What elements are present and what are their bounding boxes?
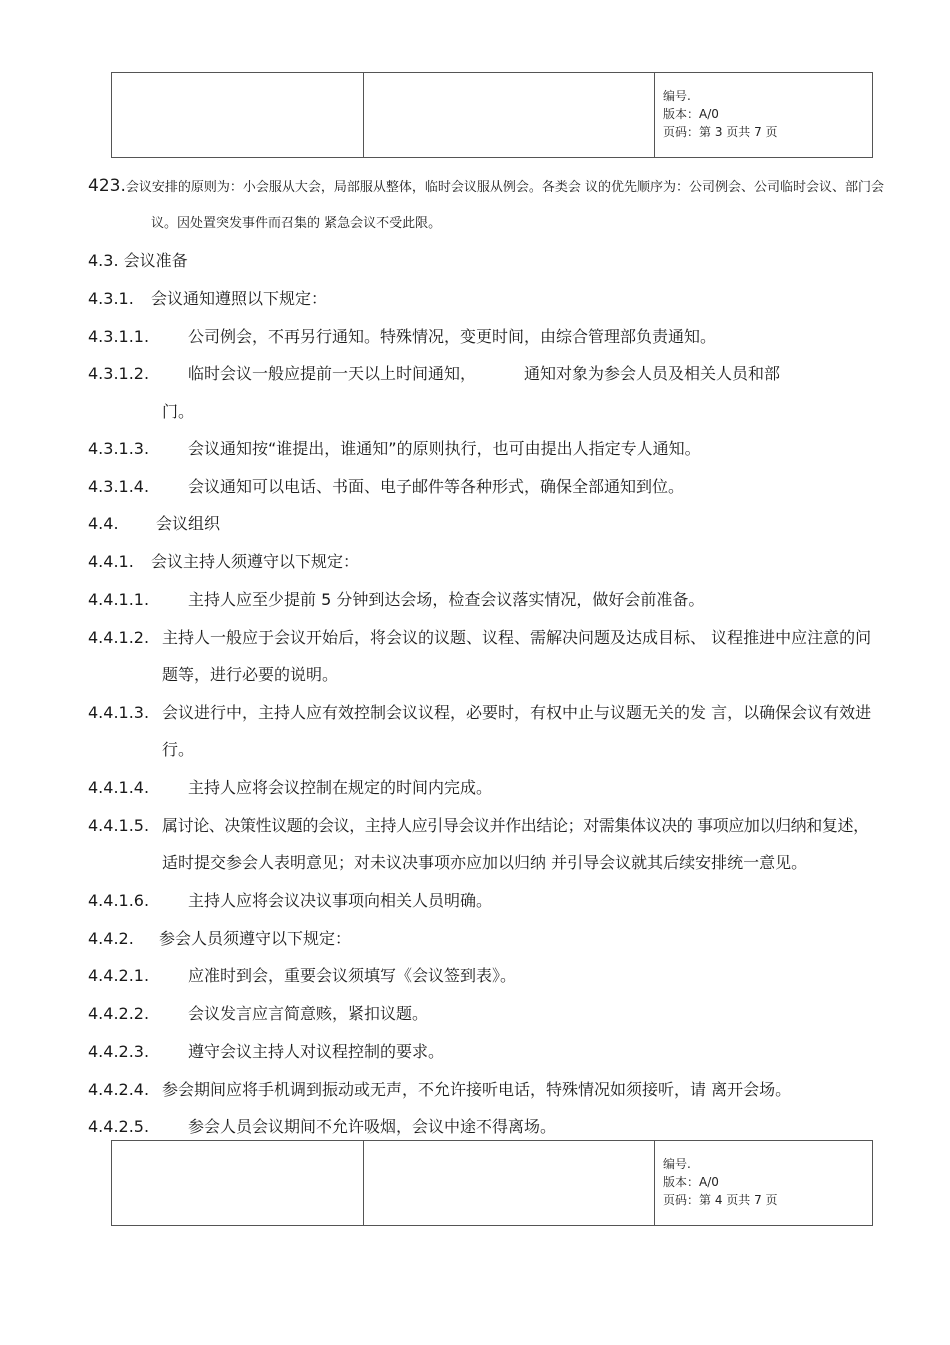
clause-text: 会议组织 [156,514,221,533]
clause-number: 4.4.2.3. [88,1042,150,1061]
clause-number: 4.4.1.4. [88,778,150,797]
clause-number: 4.4.2.2. [88,1004,150,1023]
clause-number: 4.4.1.6. [88,891,150,910]
header-cell-info [655,73,872,157]
header-cell-middle [364,73,655,157]
clause-text-continued: 通知对象为参会人员及相关人员和部 [524,364,781,383]
clause-text: 应准时到会，重要会议须填写《会议签到表》。 [188,966,517,985]
clause-number: 4.4.2.4. [88,1080,150,1099]
clause-text: 会议进行中，主持人应有效控制会议议程，必要时，有权中止与议题无关的发 言，以确保会议有效进 [162,703,872,722]
header-cell-left [112,1141,364,1225]
clause-number: 4.4.1.3. [88,703,150,722]
header-cell-left [112,73,364,157]
header-cell-info [655,1141,872,1225]
clause-number: 4.4.1.2. [88,628,150,647]
clause-text: 公司例会，不再另行通知。特殊情况，变更时间，由综合管理部负责通知。 [188,327,717,346]
clause-text: 主持人一般应于会议开始后，将会议的议题、议程、需解决问题及达成目标、 议程推进中应注意的问 [162,628,872,647]
clause-text: 参会期间应将手机调到振动或无声，不允许接听电话，特殊情况如须接听，请 离开会场。 [162,1080,792,1099]
clause-number: 4.4.2. [88,929,134,948]
clause-number: 4.4.2.1. [88,966,150,985]
clause-text: 遵守会议主持人对议程控制的要求。 [188,1042,445,1061]
clause-text: 会议发言应言简意赅，紧扣议题。 [188,1004,429,1023]
clause-number: 4.3.1.1. [88,327,150,346]
clause-text: 会议通知可以电话、书面、电子邮件等各种形式，确保全部通知到位。 [188,477,685,496]
page-number: 页码：第 3 页共 7 页 [663,125,778,139]
clause-text: 主持人应至少提前 5 分钟到达会场，检查会议落实情况，做好会前准备。 [188,590,705,609]
clause-number: 4.4.2.5. [88,1117,150,1136]
header-table-top [111,72,873,158]
clause-4413-cont: 行。 [162,740,195,759]
section-heading-43: 4.3. 会议准备 [88,251,188,270]
clause-423-line2: 议。因处置突发事件而召集的 紧急会议不受此限。 [151,216,442,231]
clause-text: 会议主持人须遵守以下规定： [151,552,360,571]
clause-423-line1 [88,176,884,198]
doc-code: 编号. [663,1157,691,1171]
clause-number: 4.4. [88,514,119,533]
header-table-bottom [111,1140,873,1226]
clause-number: 4.4.1.1. [88,590,150,609]
page-number: 页码：第 4 页共 7 页 [663,1193,778,1207]
doc-code: 编号. [663,89,691,103]
clause-text: 主持人应将会议决议事项向相关人员明确。 [188,891,493,910]
clause-text: 属讨论、决策性议题的会议，主持人应引导会议并作出结论；对需集体议决的 事项应加以归纳和复述， [162,816,869,835]
doc-version: 版本：A/0 [663,1175,719,1189]
clause-number: 4.4.1. [88,552,134,571]
clause-text: 会议安排的原则为：小会服从大会，局部服从整体，临时会议服从例会。各类会 议的优先顺序为：公司例会、公司临时会议、部门会 [125,180,884,195]
header-cell-middle [364,1141,655,1225]
clause-text: 会议通知遵照以下规定： [151,289,328,308]
clause-text: 参会人员须遵守以下规定： [159,929,352,948]
clause-number: 4.3.1. [88,289,134,308]
clause-number: 4.4.1.5. [88,816,150,835]
clause-text: 主持人应将会议控制在规定的时间内完成。 [188,778,493,797]
clause-4415-cont: 适时提交参会人表明意见；对未议决事项亦应加以归纳 并引导会议就其后续安排统一意见。 [162,853,808,872]
clause-number: 4.3.1.4. [88,477,150,496]
doc-version: 版本：A/0 [663,107,719,121]
clause-number: 4.3.1.2. [88,364,150,383]
clause-number: 4.3.1.3. [88,439,150,458]
clause-number: 423. [88,176,126,196]
clause-4412-cont: 题等，进行必要的说明。 [162,665,339,684]
clause-text: 临时会议一般应提前一天以上时间通知， [188,364,477,383]
clause-text: 会议通知按“谁提出，谁通知”的原则执行，也可由提出人指定专人通知。 [188,439,701,458]
clause-4312-cont: 门。 [162,402,195,421]
clause-text: 参会人员会议期间不允许吸烟，会议中途不得离场。 [188,1117,557,1136]
